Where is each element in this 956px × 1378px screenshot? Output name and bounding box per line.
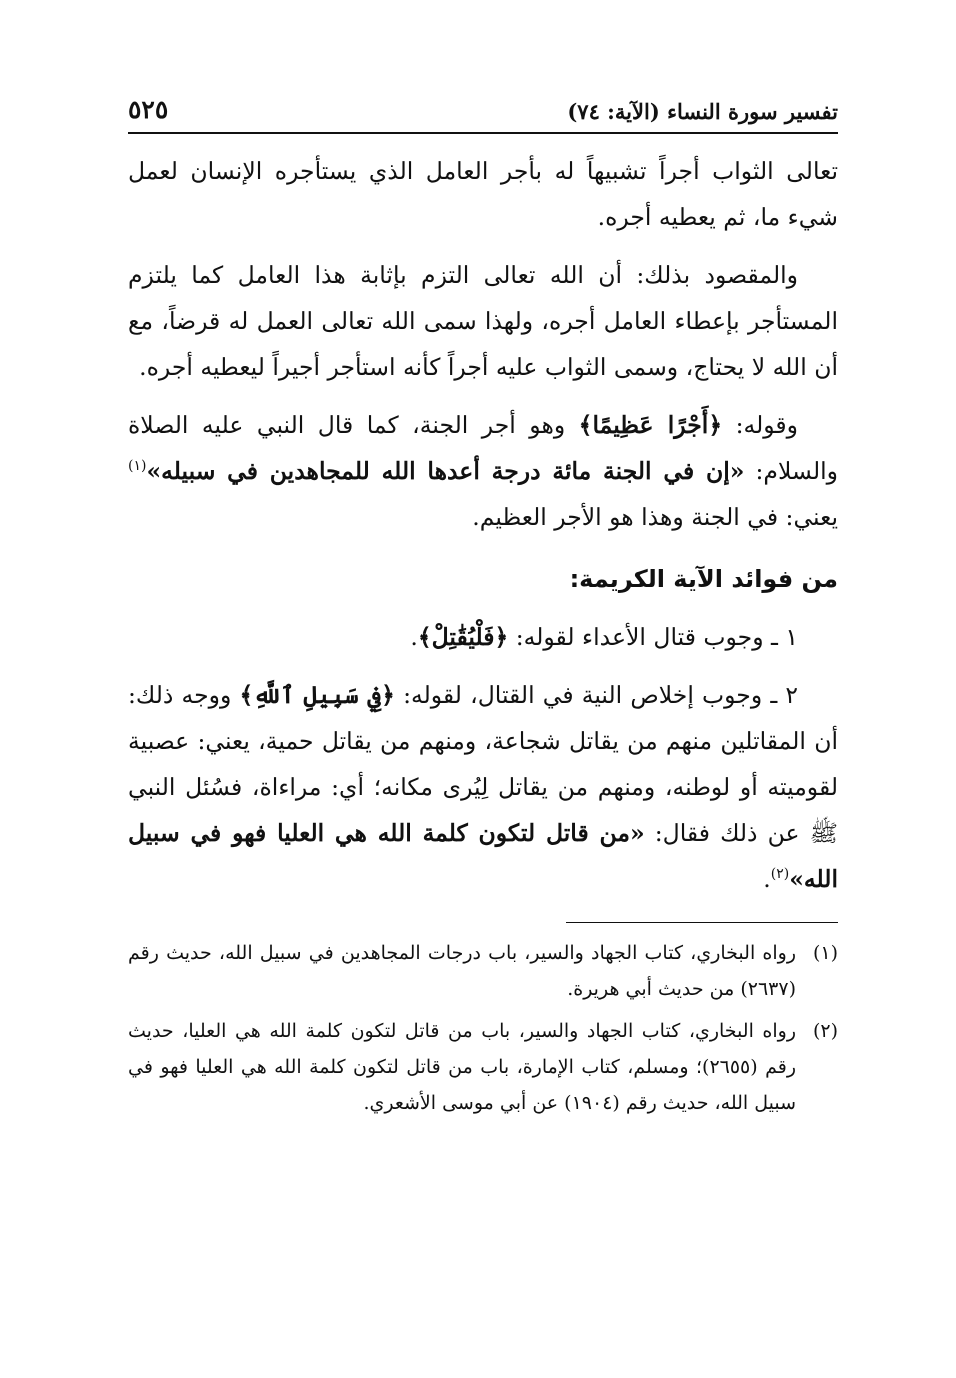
paragraph-3-tail: يعني: في الجنة وهذا هو الأجر العظيم. (472, 503, 838, 531)
page-number: ٥٢٥ (128, 95, 169, 124)
benefit-item-1-lead: ١ ـ وجوب قتال الأعداء لقوله: (508, 623, 798, 651)
footnotes (128, 935, 838, 1121)
running-title: تفسير سورة النساء (الآية: ٧٤) (567, 99, 838, 124)
footnote-number: (٢) (812, 1020, 838, 1042)
section-heading: من فوائد الآية الكريمة: (569, 565, 838, 593)
benefit-item-2 (128, 672, 838, 902)
hadith-quote: «إن في الجنة مائة درجة أعدها الله للمجاهدين في سبيله» (146, 457, 745, 485)
footnote-2 (128, 1013, 838, 1121)
footnote-1 (128, 935, 838, 1007)
footnote-text: رواه البخاري، كتاب الجهاد والسير، باب من قاتل لتكون كلمة الله هي العليا، حديث رقم (٢٦٥٥)؛ ومسلم، كتاب الإمارة، باب من قاتل لتكون كلمة الله هي العليا فهو في سبيل الله، حديث رقم (١٩٠٤) عن أبي موسى الأشعري. (128, 1020, 796, 1114)
paragraph-3 (128, 402, 838, 540)
footnote-separator (566, 922, 838, 923)
paragraph-3-lead: وقوله: (722, 411, 798, 439)
quran-quote: ﴿فِي سَبِيلِ ٱللَّهِ﴾ (239, 681, 395, 709)
paragraph-2: والمقصود بذلك: أن الله تعالى التزم بإثابة هذا العامل كما يلتزم المستأجر بإعطاء العامل أجره، ولهذا سمى الله تعالى العمل له قرضاً، مع أن الله لا يحتاج، وسمى الثواب عليه أجراً كأنه استأجر أجيراً ليعطيه أجره. (128, 261, 838, 381)
footnote-number: (١) (812, 942, 838, 964)
footnote-ref-1[interactable]: (١) (128, 458, 147, 475)
footnote-ref-2[interactable]: (٢) (770, 866, 790, 883)
paragraph-1: تعالى الثواب أجراً تشبيهاً له بأجر العامل الذي يستأجره الإنسان لعمل شيء ما، ثم يعطيه أجره. (128, 157, 838, 231)
main-text (128, 148, 838, 902)
page-header (128, 78, 838, 134)
benefit-item-2-mid: ووجه ذلك: أن المقاتلين منهم من يقاتل شجاعة، ومنهم من يقاتل حمية، يعني: عصبية لقوميته أو لوطنه، ومنهم من يقاتل لِيُرى مكانه؛ أي: مراءاة، فسُئل النبي ﷺ عن ذلك فقال: (128, 681, 838, 847)
benefit-item-2-lead: ٢ ـ وجوب إخلاص النية في القتال، لقوله: (394, 681, 798, 709)
quran-quote: ﴿فَلْيُقَٰتِلْ﴾ (417, 623, 509, 651)
benefit-item-2-tail: . (763, 865, 771, 893)
benefit-item-1-tail: . (410, 623, 418, 651)
benefit-item-1 (128, 614, 838, 660)
quran-quote: ﴿أَجْرًا عَظِيمًا﴾ (578, 411, 723, 439)
hadith-quote: «من قاتل لتكون كلمة الله هي العليا فهو في سبيل الله» (128, 819, 838, 893)
footnote-text: رواه البخاري، كتاب الجهاد والسير، باب درجات المجاهدين في سبيل الله، حديث رقم (٢٦٣٧) من حديث أبي هريرة. (128, 942, 796, 1000)
paragraph-3-mid: وهو أجر الجنة، كما قال النبي عليه الصلاة والسلام: (128, 411, 838, 485)
